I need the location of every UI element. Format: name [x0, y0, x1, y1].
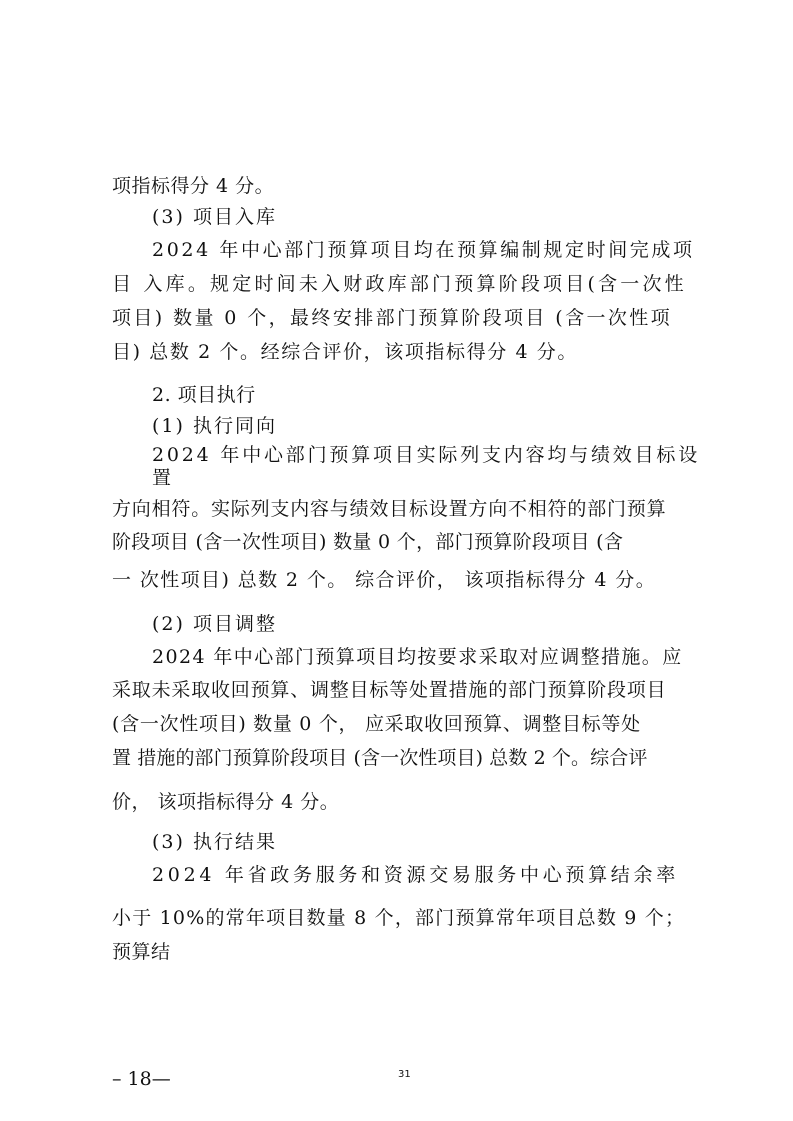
section-heading: (3) 项目入库 [152, 206, 277, 228]
text-line: 预算结 [112, 941, 171, 963]
text-line: 2024 年省政务服务和资源交易服务中心预算结余率 [152, 864, 679, 886]
text-line: 置 措施的部门预算阶段项目 (含一次性项目) 总数 2 个。综合评 [112, 747, 648, 769]
text-line: 阶段项目 (含一次性项目) 数量 0 个，部门预算阶段项目 (含 [112, 531, 624, 553]
text-line: 项指标得分 4 分。 [112, 175, 275, 197]
section-heading: (2) 项目调整 [152, 613, 277, 635]
text-line: 2024 年中心部门预算项目均按要求采取对应调整措施。应 [152, 646, 683, 668]
text-line: 2024 年中心部门预算项目实际列支内容均与绩效目标设 [152, 444, 700, 466]
text-line: 小于 10%的常年项目数量 8 个，部门预算常年项目总数 9 个； [112, 907, 686, 929]
text-line: 项目) 数量 0 个，最终安排部门预算阶段项目 (含一次性项 [112, 307, 673, 329]
page-label: – 18— [112, 1068, 171, 1090]
text-line: 采取未采取收回预算、调整目标等处置措施的部门预算阶段项目 [112, 679, 667, 701]
section-heading: 2. 项目执行 [152, 384, 256, 406]
text-line: 方向相符。实际列支内容与绩效目标设置方向不相符的部门预算 [112, 498, 667, 520]
text-line: 目) 总数 2 个。经综合评价，该项指标得分 4 分。 [112, 341, 578, 363]
text-line: 置 [152, 467, 172, 489]
section-heading: (1) 执行同向 [152, 415, 277, 437]
text-line: (含一次性项目) 数量 0 个， 应采取收回预算、调整目标等处 [112, 713, 641, 735]
page-number: 31 [398, 1069, 411, 1080]
text-line: 2024 年中心部门预算项目均在预算编制规定时间完成项 [152, 239, 695, 261]
section-heading: (3) 执行结果 [152, 831, 277, 853]
text-line: 目 入库。规定时间未入财政库部门预算阶段项目(含一次性 [112, 273, 687, 295]
text-line: 一 次性项目) 总数 2 个。 综合评价， 该项指标得分 4 分。 [112, 569, 657, 591]
text-line: 价， 该项指标得分 4 分。 [112, 791, 340, 813]
